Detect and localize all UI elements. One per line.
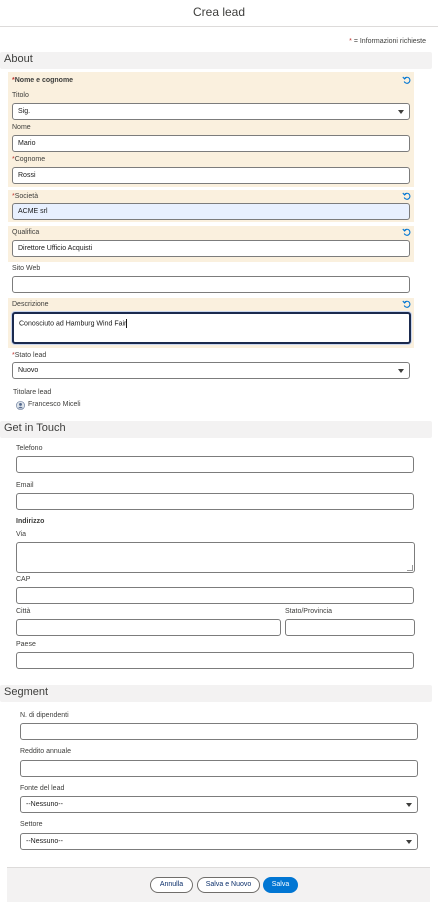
undo-icon[interactable] xyxy=(402,191,412,201)
lead-owner-name[interactable]: Francesco Miceli xyxy=(28,401,81,408)
resize-handle[interactable] xyxy=(407,565,413,571)
first-name-label: Nome xyxy=(12,124,31,131)
revenue-label: Reddito annuale xyxy=(20,748,71,755)
last-name-label: *Cognome xyxy=(12,156,46,163)
undo-icon[interactable] xyxy=(402,227,412,237)
lead-status-label: *Stato lead xyxy=(12,352,47,359)
save-button[interactable]: Salva xyxy=(263,877,298,893)
website-input[interactable] xyxy=(12,276,410,293)
country-input[interactable] xyxy=(16,652,414,669)
street-label: Via xyxy=(16,531,26,538)
save-and-new-button[interactable]: Salva e Nuovo xyxy=(197,877,260,893)
modal-title: Crea lead xyxy=(192,5,246,19)
section-header-about[interactable] xyxy=(0,52,432,69)
cancel-button[interactable]: Annulla xyxy=(150,877,193,893)
lead-status-select[interactable]: Nuovo xyxy=(12,362,410,379)
user-avatar-icon xyxy=(16,401,25,410)
section-header-get-in-touch[interactable] xyxy=(0,421,432,438)
required-star: * xyxy=(349,38,352,45)
city-input[interactable] xyxy=(16,619,281,636)
undo-icon[interactable] xyxy=(402,299,412,309)
employees-input[interactable] xyxy=(20,723,418,740)
salutation-select[interactable]: Sig. xyxy=(12,103,410,120)
lead-source-select[interactable]: --Nessuno-- xyxy=(20,796,418,813)
last-name-input[interactable]: Rossi xyxy=(12,167,410,184)
description-text: Conosciuto ad Hamburg Wind Fair xyxy=(19,320,127,328)
street-textarea[interactable] xyxy=(16,542,415,573)
section-title-segment: Segment xyxy=(4,686,49,698)
website-label: Sito Web xyxy=(12,265,41,272)
lead-owner-label: Titolare lead xyxy=(13,389,52,396)
zip-input[interactable] xyxy=(16,587,414,604)
section-title-about: About xyxy=(4,53,33,65)
city-label: Città xyxy=(16,608,31,615)
section-header-segment[interactable] xyxy=(0,685,432,702)
text-caret xyxy=(126,319,127,328)
required-info-note xyxy=(349,38,426,45)
company-label: *Società xyxy=(12,193,39,200)
description-label: Descrizione xyxy=(12,301,49,308)
job-title-input[interactable]: Direttore Ufficio Acquisti xyxy=(12,240,410,257)
state-label: Stato/Provincia xyxy=(285,608,333,615)
salutation-label: Titolo xyxy=(12,92,29,99)
address-heading: Indirizzo xyxy=(16,518,45,525)
email-label: Email xyxy=(16,482,34,489)
email-input[interactable] xyxy=(16,493,414,510)
undo-icon[interactable] xyxy=(402,75,412,85)
industry-label: Settore xyxy=(20,821,43,828)
employees-label: N. di dipendenti xyxy=(20,712,69,719)
state-input[interactable] xyxy=(285,619,415,636)
section-title-get-in-touch: Get in Touch xyxy=(4,422,66,434)
modal-header xyxy=(0,0,438,27)
name-group-label: *Nome e cognome xyxy=(12,77,74,84)
phone-input[interactable] xyxy=(16,456,414,473)
revenue-input[interactable] xyxy=(20,760,418,777)
industry-select[interactable]: --Nessuno-- xyxy=(20,833,418,850)
lead-source-label: Fonte del lead xyxy=(20,785,65,792)
first-name-input[interactable]: Mario xyxy=(12,135,410,152)
modal-footer xyxy=(7,867,430,902)
company-input[interactable]: ACME srl xyxy=(12,203,410,220)
zip-label: CAP xyxy=(16,576,31,583)
country-label: Paese xyxy=(16,641,36,648)
phone-label: Telefono xyxy=(16,445,43,452)
description-textarea[interactable] xyxy=(12,312,411,344)
required-note-text: = Informazioni richieste xyxy=(353,38,426,45)
job-title-label: Qualifica xyxy=(12,229,40,236)
